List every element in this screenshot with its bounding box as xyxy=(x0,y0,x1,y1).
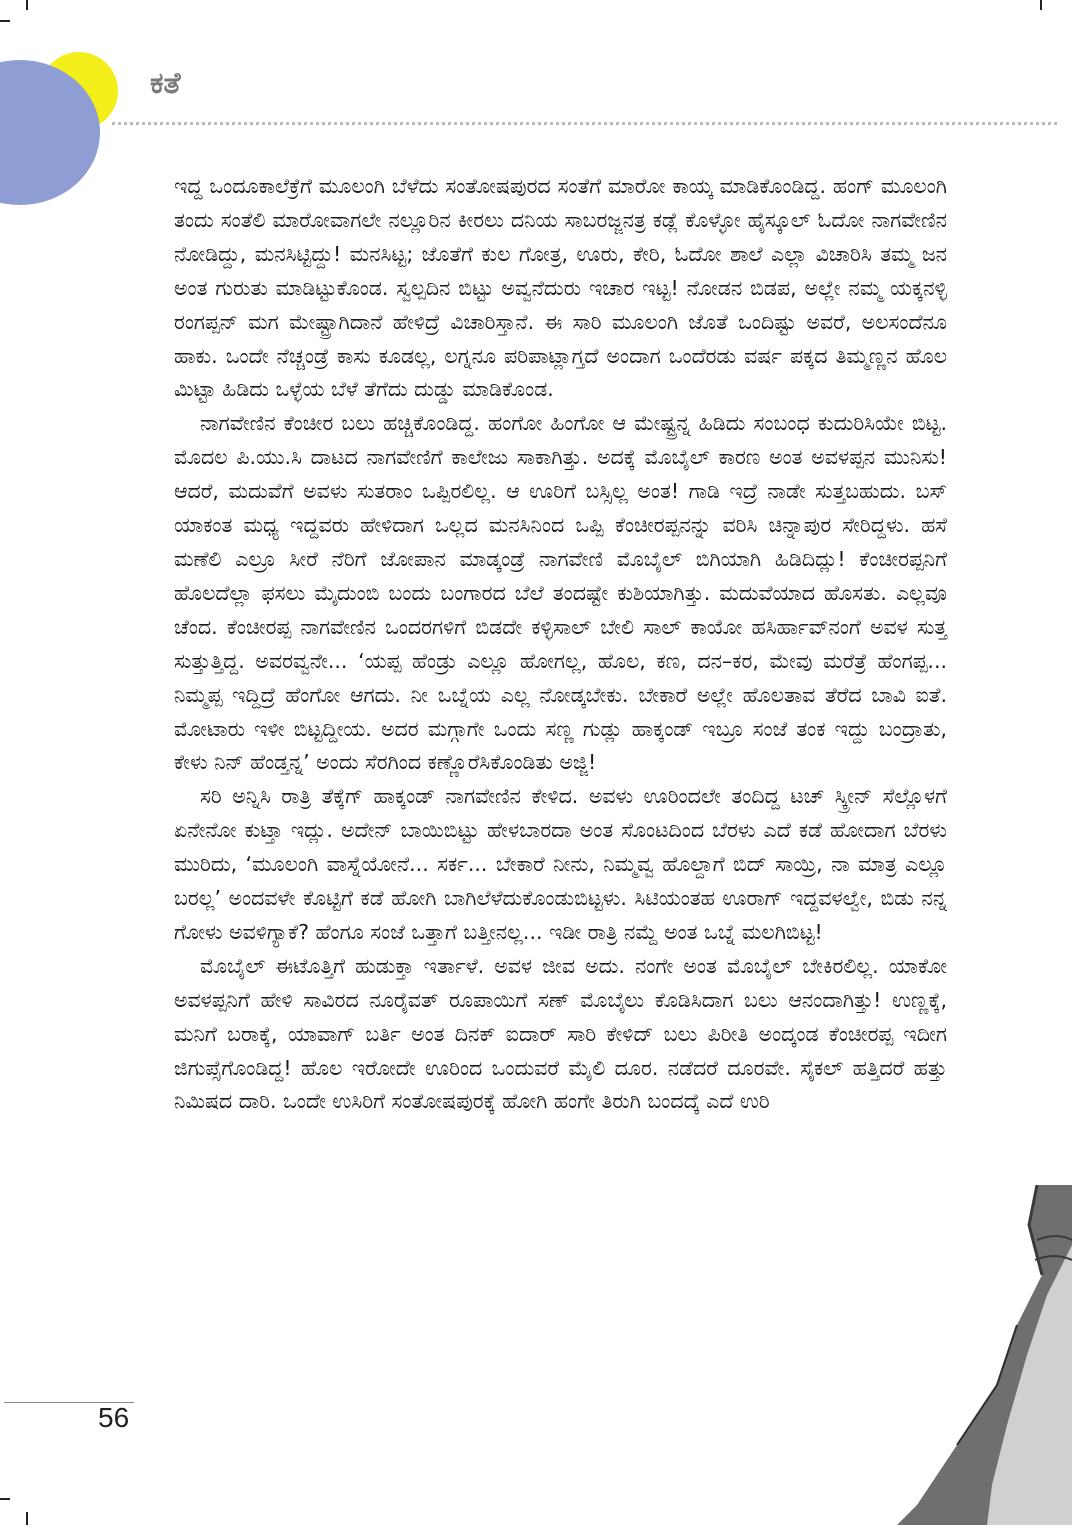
paragraph: ಇದ್ದ ಒಂದೂಕಾಲೆಕ್ರೆಗೆ ಮೂಲಂಗಿ ಬೆಳೆದು ಸಂತೋಷಪುರದ ಸಂತೆಗೆ ಮಾರೋ ಕಾಯ್ಕ ಮಾಡಿಕೊಂಡಿದ್ದ. ಹಂಗ್ ಮೂಲಂಗಿ ತಂದು ಸಂತೆಲಿ ಮಾರೋವಾಗಲೇ ನಲ್ಲೂರಿನ ಕೀರಲು ದನಿಯ ಸಾಬರಜ್ಜನತ್ರ ಕಡ್ಲೆ ಕೊಳ್ಳೋ ಹೈಸ್ಕೂಲ್ ಓದೋ ನಾಗವೇಣಿನ ನೋಡಿದ್ದು, ಮನಸಿಟ್ಟಿದ್ದು! ಮನಸಿಟ್ಟ; ಜೊತೆಗೆ ಕುಲ ಗೋತ್ರ, ಊರು, ಕೇರಿ, ಓದೋ ಶಾಲೆ ಎಲ್ಲಾ ವಿಚಾರಿಸಿ ತಮ್ಮ ಜನ ಅಂತ ಗುರುತು ಮಾಡಿಟ್ಟುಕೊಂಡ. ಸ್ವಲ್ಪದಿನ ಬಿಟ್ಟು ಅವ್ವನೆದುರು ಇಚಾರ ಇಟ್ಟ! ನೋಡನ ಬಿಡಪ, ಅಲ್ಲೇ ನಮ್ಮ ಯಕ್ಕನಳ್ಳಿ ರಂಗಪ್ಪನ್ ಮಗ ಮೇಷ್ಟ್ರಾಗಿದಾನೆ ಹೇಳಿದ್ರೆ ವಿಚಾರಿಸ್ತಾನೆ. ಈ ಸಾರಿ ಮೂಲಂಗಿ ಜೊತೆ ಒಂದಿಷ್ಟು ಅವರೆ, ಅಲಸಂದೆನೂ ಹಾಕು. ಒಂದೇ ನೆಚ್ಚಂಡ್ರೆ ಕಾಸು ಕೂಡಲ್ಲ, ಲಗ್ನನೂ ಪರಿಪಾಟ್ಲಾಗ್ತದೆ ಅಂದಾಗ ಒಂದೆರಡು ವರ್ಷ ಪಕ್ಕದ ತಿಮ್ಮಣ್ಣನ ಹೊಲ ಮಿಟ್ಟಾ ಹಿಡಿದು ಒಳ್ಳೆಯ ಬೆಳೆ ತೆಗೆದು ದುಡ್ಡು ಮಾಡಿಕೊಂಡ. xyxy=(174,174,947,402)
illustration-fragment xyxy=(897,1185,1072,1525)
page-number: 56 xyxy=(98,1402,130,1433)
header-dotted-rule xyxy=(112,122,1057,125)
paragraph: ನಾಗವೇಣಿನ ಕೆಂಚೀರ ಬಲು ಹಚ್ಚಿಕೊಂಡಿದ್ದ. ಹಂಗೋ ಹಿಂಗೋ ಆ ಮೇಷ್ಟ್ರನ್ನ ಹಿಡಿದು ಸಂಬಂಧ ಕುದುರಿಸಿಯೇ ಬಿಟ್ಟ. ಮೊದಲ ಪಿ.ಯು.ಸಿ ದಾಟದ ನಾಗವೇಣಿಗೆ ಕಾಲೇಜು ಸಾಕಾಗಿತ್ತು. ಅದಕ್ಕೆ ಮೊಬೈಲ್ ಕಾರಣ ಅಂತ ಅವಳಪ್ಪನ ಮುನಿಸು! ಆದರೆ, ಮದುವೆಗೆ ಅವಳು ಸುತರಾಂ ಒಪ್ಪಿರಲಿಲ್ಲ. ಆ ಊರಿಗೆ ಬಸ್ಸಿಲ್ಲ ಅಂತ! ಗಾಡಿ ಇದ್ರೆ ನಾಡೇ ಸುತ್ತಬಹುದು. ಬಸ್ ಯಾಕಂತ ಮಧ್ಯ ಇದ್ದವರು ಹೇಳಿದಾಗ ಒಲ್ಲದ ಮನಸಿನಿಂದ ಒಪ್ಪಿ ಕೆಂಚೀರಪ್ಪನನ್ನು ವರಿಸಿ ಚಿನ್ನಾಪುರ ಸೇರಿದ್ದಳು. ಹಸೆ ಮಣೆಲಿ ಎಲ್ರೂ ಸೀರೆ ನೆರಿಗೆ ಜೋಪಾನ ಮಾಡ್ಕಂಡ್ರೆ ನಾಗವೇಣಿ ಮೊಬೈಲ್ ಬಿಗಿಯಾಗಿ ಹಿಡಿದಿದ್ಲು! ಕೆಂಚೀರಪ್ಪನಿಗೆ ಹೊಲದೆಲ್ಲಾ ಫಸಲು ಮೈದುಂಬಿ ಬಂದು ಬಂಗಾರದ ಬೆಲೆ ತಂದಷ್ಟೇ ಕುಶಿಯಾಗಿತ್ತು. ಮದುವೆಯಾದ ಹೊಸತು. ಎಲ್ಲವೂ ಚೆಂದ. ಕೆಂಚೀರಪ್ಪ ನಾಗವೇಣಿನ ಒಂದರಗಳಿಗೆ ಬಿಡದೇ ಕಳ್ಳಿಸಾಲ್ ಬೇಲಿ ಸಾಲ್ ಕಾಯೋ ಹಸಿರ್ಹಾವ್‌ನಂಗೆ ಅವಳ ಸುತ್ತ ಸುತ್ತುತ್ತಿದ್ದ. ಅವರವ್ವನೇ... ‘ಯಪ್ಪ ಹೆಂಡ್ರು ಎಲ್ಲೂ ಹೋಗಲ್ಲ, ಹೊಲ, ಕಣ, ದನ–ಕರ, ಮೇವು ಮರೆತ್ರೆ ಹೆಂಗಪ್ಪ... ನಿಮ್ಮಪ್ಪ ಇದ್ದಿದ್ರೆ ಹೆಂಗೋ ಆಗದು. ನೀ ಒಬ್ನೆಯ ಎಲ್ಲ ನೋಡ್ಕಬೇಕು. ಬೇಕಾರೆ ಅಲ್ಲೇ ಹೊಲತಾವ ತೆರೆದ ಬಾವಿ ಐತೆ. ಮೋಟಾರು ಇಳೀ ಬಿಟ್ಟದ್ದೀಯ. ಅದರ ಮಗ್ಗಾಗೇ ಒಂದು ಸಣ್ಣ ಗುಡ್ಲು ಹಾಕ್ಕಂಡ್ ಇಬ್ರೂ ಸಂಜೆ ತಂಕ ಇದ್ದು ಬಂದ್ರಾತು, ಕೇಳು ನಿನ್ ಹೆಂಡ್ತನ್ನ’ ಅಂದು ಸೆರಗಿಂದ ಕಣ್ಣೊರೆಸಿಕೊಂಡಿತು ಅಜ್ಜಿ! xyxy=(174,411,947,775)
crop-mark xyxy=(1040,0,1042,10)
paragraph: ಸರಿ ಅನ್ನಿಸಿ ರಾತ್ರಿ ತೆಕ್ಕೆಗ್ ಹಾಕ್ಕಂಡ್ ನಾಗವೇಣಿನ ಕೇಳಿದ. ಅವಳು ಊರಿಂದಲೇ ತಂದಿದ್ದ ಟಚ್ ಸ್ಕ್ರೀನ್ ಸೆಲ್ಲೊಳಗೆ ಏನೇನೋ ಕುಟ್ತಾ ಇದ್ಲು. ಅದೇನ್ ಬಾಯಿಬಿಟ್ಟು ಹೇಳಬಾರದಾ ಅಂತ ಸೊಂಟದಿಂದ ಬೆರಳು ಎದೆ ಕಡೆ ಹೋದಾಗ ಬೆರಳು ಮುರಿದು, ‘ಮೂಲಂಗಿ ವಾಸ್ನೆಯೋನೆ... ಸರ್ಕ... ಬೇಕಾರೆ ನೀನು, ನಿಮ್ಮವ್ವ ಹೊಲ್ದಾಗೆ ಬಿದ್ ಸಾಯ್ರಿ, ನಾ ಮಾತ್ರ ಎಲ್ಲೂ ಬರಲ್ಲ’ ಅಂದವಳೇ ಕೊಟ್ಟಿಗೆ ಕಡೆ ಹೋಗಿ ಬಾಗಿಲೆಳೆದುಕೊಂಡುಬಿಟ್ಟಳು. ಸಿಟಿಯಂತಹ ಊರಾಗ್ ಇದ್ದವಳಲ್ವೇ, ಬಿಡು ನನ್ನ ಗೋಳು ಅವಳಿಗ್ಯಾಕೆ? ಹೆಂಗೂ ಸಂಜೆ ಒತ್ತಾಗೆ ಬತ್ತೀನಲ್ಲ... ಇಡೀ ರಾತ್ರಿ ನಮ್ದೆ ಅಂತ ಒಬ್ನೆ ಮಲಗಿಬಿಟ್ಟ! xyxy=(174,784,947,944)
crop-mark xyxy=(26,0,28,10)
crop-mark xyxy=(26,1512,28,1525)
story-body xyxy=(174,170,947,1119)
paragraph: ಮೊಬೈಲ್ ಈಟೊತ್ತಿಗೆ ಹುಡುಕ್ತಾ ಇರ್ತಾಳೆ. ಅವಳ ಜೀವ ಅದು. ನಂಗೇ ಅಂತ ಮೊಬೈಲ್ ಬೇಕಿರಲಿಲ್ಲ. ಯಾಕೋ ಅವಳಪ್ಪನಿಗೆ ಹೇಳಿ ಸಾವಿರದ ನೂರೈವತ್ ರೂಪಾಯಿಗೆ ಸಣ್ ಮೊಬೈಲು ಕೊಡಿಸಿದಾಗ ಬಲು ಆನಂದಾಗಿತ್ತು! ಉಣ್ಣಕ್ಕೆ, ಮನಿಗೆ ಬರಾಕ್ಕೆ, ಯಾವಾಗ್ ಬರ್ತಿ ಅಂತ ದಿನಕ್ ಐದಾರ್ ಸಾರಿ ಕೇಳಿದ್ ಬಲು ಪಿರೀತಿ ಅಂದ್ಕಂಡ ಕೆಂಚೀರಪ್ಪ ಇದೀಗ ಜಿಗುಪ್ಸೆಗೊಂಡಿದ್ದ! ಹೊಲ ಇರೋದೇ ಊರಿಂದ ಒಂದುವರೆ ಮೈಲಿ ದೂರ. ನಡೆದರೆ ದೂರವೇ. ಸೈಕಲ್ ಹತ್ತಿದರೆ ಹತ್ತು ನಿಮಿಷದ ದಾರಿ. ಒಂದೇ ಉಸಿರಿಗೆ ಸಂತೋಷಪುರಕ್ಕೆ ಹೋಗಿ ಹಂಗೇ ತಿರುಗಿ ಬಂದದ್ಕೆ ಎದೆ ಉರಿ xyxy=(174,953,947,1114)
crop-mark xyxy=(0,20,10,22)
section-label: ಕತೆ xyxy=(150,66,181,101)
crop-mark xyxy=(0,1498,10,1500)
